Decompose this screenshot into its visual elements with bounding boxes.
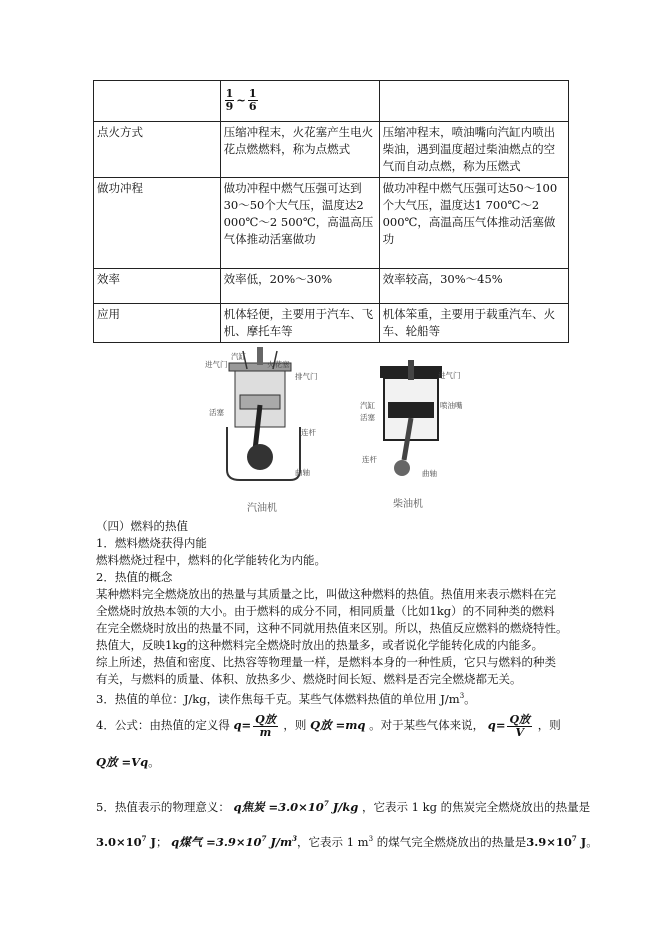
row-label: 做功冲程 — [94, 178, 221, 269]
intake-valve-label: 进气门 — [438, 371, 461, 380]
paragraph-line: 有关，与燃料的质量、体积、放热多少、燃烧时间长短、燃料是否完全燃烧都无关。 — [96, 672, 522, 686]
paragraph: 燃料燃烧过程中，燃料的化学能转化为内能。 — [96, 553, 326, 567]
paragraph-line: 某种燃料完全燃烧放出的热量与其质量之比，叫做这种燃料的热值。热值用来表示燃料在完 — [96, 587, 556, 601]
text-fragment: 。对于某些气体来说， — [369, 718, 485, 732]
connecting-rod-label: 连杆 — [362, 455, 377, 464]
superscript: 7 — [261, 833, 267, 843]
superscript: 7 — [323, 799, 329, 808]
value — [96, 835, 156, 849]
table-cell — [94, 81, 221, 122]
superscript: 3 — [368, 834, 374, 843]
table-row — [94, 304, 569, 343]
paragraph-line: 全燃烧时放热本领的大小。由于燃料的成分不同，相同质量（比如1kg）的不同种类的燃料 — [96, 604, 555, 618]
range-dash: ~ — [236, 92, 246, 107]
text-fragment: ，它表示 1 kg 的焦炭完全燃烧放出的热量是 — [362, 799, 591, 814]
text-fragment: 的煤气完全燃烧放出的热量是 — [373, 834, 527, 849]
section-heading: （四）燃料的热值 — [96, 519, 188, 533]
row-label: 应用 — [94, 304, 221, 343]
gas-engine-cell: 做功冲程中燃气压强可达到30～50个大气压，温度达2 000℃～2 500℃，高温高压气体推动活塞做功 — [220, 178, 379, 269]
symbol-q: q — [487, 718, 496, 732]
diesel-engine-diagram — [360, 360, 470, 490]
crankshaft-label: 曲轴 — [422, 469, 437, 478]
formula-line — [96, 749, 576, 775]
fraction-numerator: 1 — [225, 86, 234, 100]
fraction-denominator: V — [515, 725, 525, 739]
fraction-numerator: 1 — [248, 86, 257, 100]
fraction — [225, 88, 235, 113]
unit: J — [146, 834, 156, 849]
diesel-engine-cell: 压缩冲程末，喷油嘴向汽缸内喷出柴油，遇到温度超过柴油燃点的空气而自动点燃，称为压燃式 — [379, 122, 568, 178]
punctuation: 。 — [464, 691, 476, 706]
formula-paragraph — [96, 712, 576, 775]
value-text: 3.9×10 — [526, 834, 572, 849]
compression-ratio-fraction — [224, 83, 376, 117]
table-row — [94, 122, 569, 178]
row-label: 点火方式 — [94, 122, 221, 178]
meaning-line — [96, 788, 591, 823]
superscript: 3 — [459, 692, 465, 700]
superscript: 7 — [141, 833, 147, 843]
formula-text: q煤气 =3.9×10 — [171, 834, 262, 849]
fuel-heat-value-section — [96, 518, 576, 708]
unit: J — [576, 834, 587, 849]
piston-label: 活塞 — [360, 413, 375, 422]
formula-text: q焦炭 =3.0×10 — [233, 799, 324, 814]
meaning-line — [96, 823, 598, 858]
formula-intro: 4．公式：由热值的定义得 — [96, 718, 230, 732]
injector-shape — [408, 360, 414, 380]
gas-engine-cell: 压缩冲程末，火花塞产生电火花点燃燃料，称为点燃式 — [220, 122, 379, 178]
formula — [233, 800, 358, 814]
formula: Q放 =Vq — [96, 754, 149, 769]
diesel-engine-cell: 机体笨重，主要用于载重汽车、火车、轮船等 — [379, 304, 568, 343]
symbol-q: q — [233, 718, 242, 732]
subheading: 2．热值的概念 — [96, 570, 173, 584]
crankshaft-label: 曲轴 — [295, 468, 310, 477]
fraction — [253, 714, 278, 739]
text-fragment: ，则 — [283, 718, 307, 732]
equals-sign: = — [241, 718, 252, 732]
piston-label: 活塞 — [209, 408, 224, 417]
unit: J/m — [266, 834, 293, 849]
engine-comparison-table — [93, 80, 569, 343]
fraction-numerator: Q放 — [509, 712, 531, 726]
intake-valve-label: 进气门 — [205, 360, 228, 369]
text-fragment: ，则 — [537, 718, 561, 732]
value-text: 3.0×10 — [96, 834, 142, 849]
table-cell — [379, 81, 568, 122]
fraction-denominator: m — [259, 725, 272, 739]
table-row — [94, 81, 569, 122]
value — [526, 835, 586, 849]
formula-line — [96, 712, 576, 739]
unit-paragraph — [96, 688, 576, 708]
formula — [171, 835, 297, 849]
paragraph-line: 综上所述，热值和密度、比热容等物理量一样，是燃料本身的一种性质，它只与燃料的种类 — [96, 655, 556, 669]
fraction-denominator: 6 — [248, 99, 257, 113]
gas-engine-cell: 机体轻便，主要用于汽车、飞机、摩托车等 — [220, 304, 379, 343]
crankshaft-shape — [394, 460, 410, 476]
fraction — [248, 88, 258, 113]
table-row — [94, 269, 569, 304]
subheading: 1．燃料燃烧获得内能 — [96, 536, 207, 550]
punctuation: 。 — [586, 834, 598, 849]
crankshaft-shape — [247, 444, 273, 470]
cylinder-label: 汽缸 — [231, 352, 246, 361]
table-row — [94, 178, 569, 269]
punctuation: ； — [155, 834, 168, 849]
diesel-engine-caption: 柴油机 — [393, 499, 423, 510]
fraction — [507, 714, 532, 739]
gasoline-engine-caption: 汽油机 — [247, 503, 277, 514]
connecting-rod-label: 连杆 — [301, 428, 316, 437]
table-cell — [220, 81, 379, 122]
paragraph-line: 在完全燃烧时放出的热量不同，这种不同就用热值来区别。所以，热值反应燃料的燃烧特性。 — [96, 621, 568, 635]
spark-plug-label: 火花塞 — [267, 360, 290, 369]
text-fragment: ，它表示 1 m — [297, 834, 369, 849]
diesel-engine-cell: 效率较高，30%～45% — [379, 269, 568, 304]
exhaust-valve-label: 排气门 — [295, 372, 318, 381]
fraction-numerator: Q放 — [255, 712, 276, 726]
piston-shape — [388, 402, 434, 418]
gasoline-engine-diagram — [205, 345, 325, 500]
cylinder-label: 汽缸 — [360, 401, 375, 410]
fraction-denominator: 9 — [225, 99, 234, 113]
diesel-engine-cell: 做功冲程中燃气压强可达50～100个大气压，温度达1 700℃～2 000℃，高温高压气体推动活塞做功 — [379, 178, 568, 269]
unit: J/kg — [328, 799, 359, 814]
formula: Q放 =mq — [310, 718, 366, 732]
unit-text: 3．热值的单位：J/kg，读作焦每千克。某些气体燃料热值的单位用 J/m — [96, 691, 460, 706]
meaning-paragraph — [96, 788, 598, 858]
gas-engine-cell: 效率低，20%～30% — [220, 269, 379, 304]
row-label: 效率 — [94, 269, 221, 304]
punctuation: 。 — [148, 754, 160, 769]
injector-label: 喷油嘴 — [440, 401, 463, 410]
spark-plug-shape — [257, 347, 263, 365]
paragraph-line: 热值大，反映1kg的这种燃料完全燃烧时放出的热量多，或者说化学能转化成的内能多。 — [96, 638, 544, 652]
equals-sign: = — [495, 718, 506, 732]
superscript: 3 — [292, 833, 298, 843]
superscript: 7 — [571, 833, 577, 843]
text-fragment: 5．热值表示的物理意义： — [96, 799, 230, 814]
